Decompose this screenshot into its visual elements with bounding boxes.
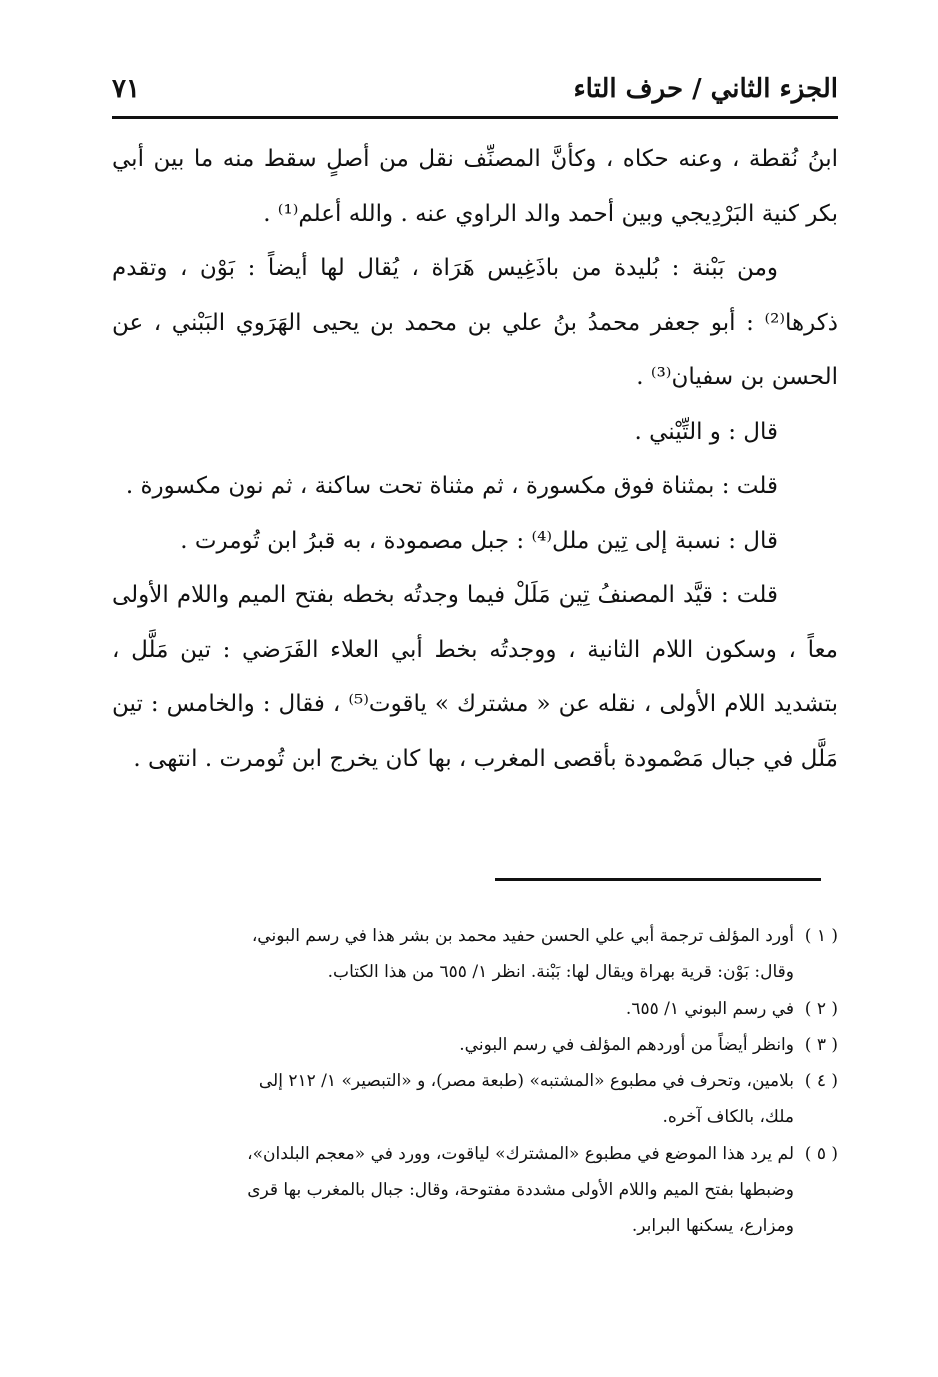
header-title: الجزء الثاني / حرف التاء xyxy=(573,74,838,104)
footnote-1 xyxy=(108,918,838,991)
footnote-separator xyxy=(495,878,821,881)
paragraph: ومن بَبْنة : بُليدة من باذَغِيس هَرَاة ، يُقال لها أيضاً : بَوْن ، وتقدم ذكرها⁽²⁾ : أبو جعفر محمدُ بنُ علي بن محمد بن يحيى الهَرَوي البَبْني ، عن الحسن بن سفيان⁽³⁾ . xyxy=(112,255,838,390)
footnote-number: ( ٤ ) xyxy=(804,1071,838,1092)
paragraph: قلت : قيَّد المصنفُ تِين مَلَلْ فيما وجدتُه بخطه بفتح الميم واللام الأولى معاً ، وسكون اللام الثانية ، ووجدتُه بخط أبي العلاء الفَرَضي : تين مَلَّل ، بتشديد اللام الأولى ، نقله عن « مشترك » ياقوت⁽⁵⁾ ، فقال : والخامس : تين مَلَّل في جبال مَصْمودة بأقصى المغرب ، بها كان يخرج ابن تُومرت . انتهى . xyxy=(112,582,839,772)
page-number: ٧١ xyxy=(112,74,140,104)
footnote-number: ( ٣ ) xyxy=(804,1034,838,1055)
paragraph: قلت : بمثناة فوق مكسورة ، ثم مثناة تحت ساكنة ، ثم نون مكسورة . xyxy=(125,473,778,499)
footnote-line: لم يرد هذا الموضع في مطبوع «المشترك» لياقوت، وورد في «معجم البلدان»، xyxy=(247,1143,794,1164)
footnote-number: ( ١ ) xyxy=(804,926,838,946)
main-text xyxy=(112,132,838,786)
paragraph: ابنُ نُقطة ، وعنه حكاه ، وكأنَّ المصنِّف نقل من أصلٍ سقط منه ما بين أبي بكر كنية البَرْدِيجي وبين أحمد والد الراوي عنه . والله أعلم⁽¹⁾ . xyxy=(112,146,838,227)
footnote-2 xyxy=(108,991,838,1027)
footnote-line: في رسم البوني ١/ ٦٥٥. xyxy=(625,998,794,1019)
running-header xyxy=(112,72,838,112)
footnote-line: بلامين، وتحرف في مطبوع «المشتبه» (طبعة مصر)، و «التبصير» ١/ ٢١٢ إلى xyxy=(258,1071,794,1092)
footnote-line: أورد المؤلف ترجمة أبي علي الحسن حفيد محمد بن بشر هذا في رسم البوني، xyxy=(251,926,794,946)
footnote-number: ( ٥ ) xyxy=(804,1143,838,1164)
footnote-line: ومزارع، يسكنها البرابر. xyxy=(631,1216,794,1237)
footnote-line: ملك، بالكاف آخره. xyxy=(662,1107,794,1128)
footnote-line: وانظر أيضاً من أوردهم المؤلف في رسم البوني. xyxy=(459,1034,794,1055)
footnote-number: ( ٢ ) xyxy=(804,998,838,1019)
footnote-4 xyxy=(108,1063,838,1136)
footnote-line: وقال: بَوْن: قرية بهراة ويقال لها: بَبْنة. انظر ١/ ٦٥٥ من هذا الكتاب. xyxy=(327,962,794,983)
paragraph: قال : نسبة إلى تِين ملل⁽⁴⁾ : جبل مصمودة ، به قبرُ ابن تُومرت . xyxy=(180,527,778,554)
footnote-5 xyxy=(108,1136,838,1245)
footnote-line: وضبطها بفتح الميم واللام الأولى مشددة مفتوحة، وقال: جبال بالمغرب بها قرى xyxy=(247,1180,794,1201)
paragraph: قال : و التِّيْني . xyxy=(634,418,778,445)
header-rule xyxy=(112,116,838,119)
footnote-3 xyxy=(108,1027,838,1063)
footnotes xyxy=(108,918,838,1245)
